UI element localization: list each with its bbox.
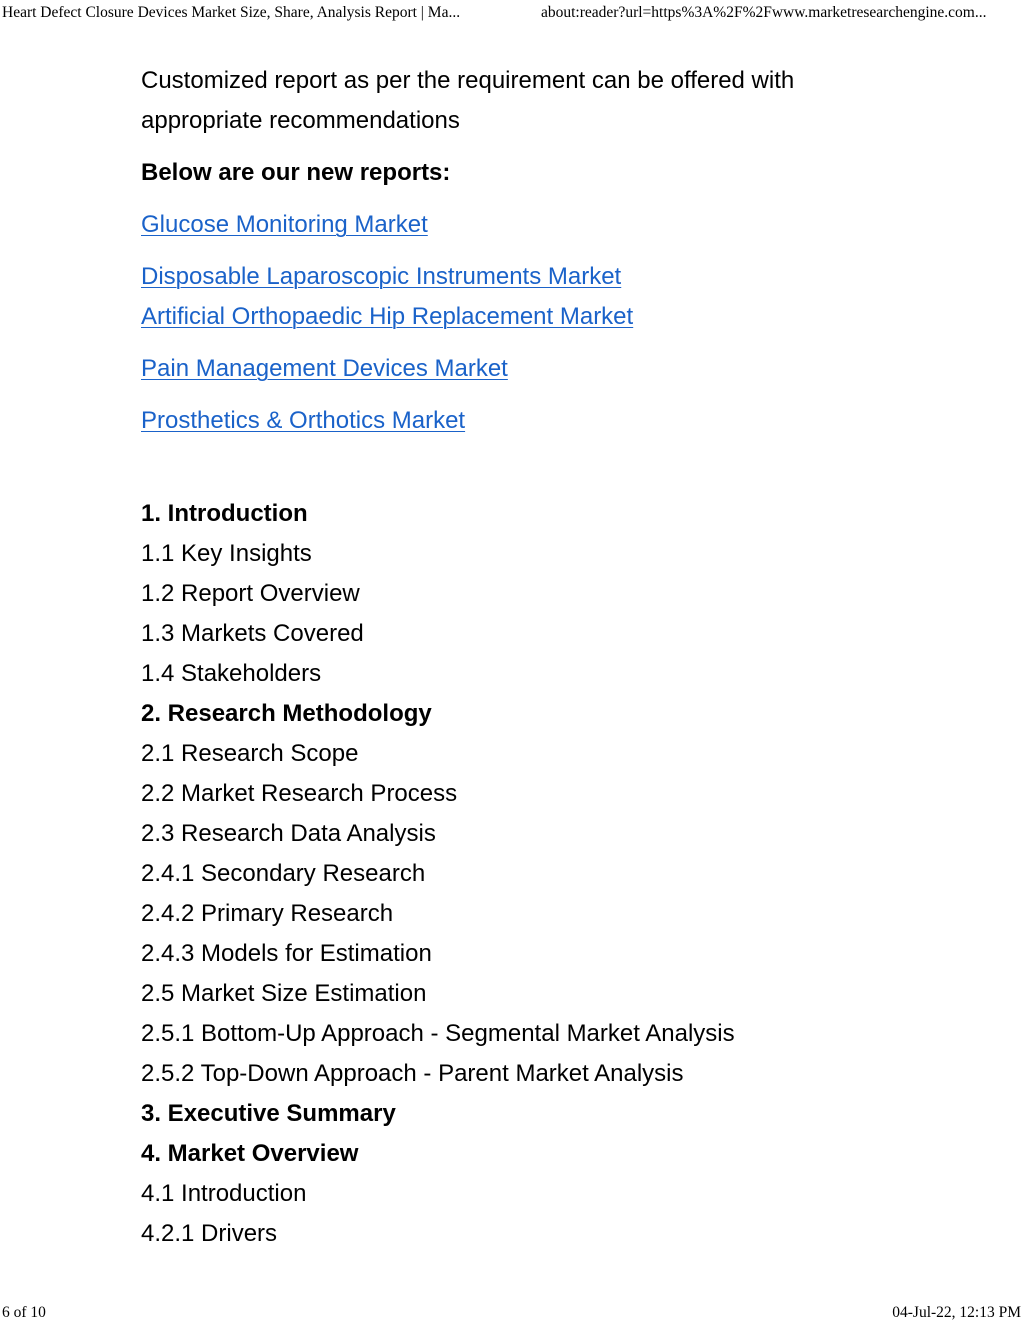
report-link-disposable-laparoscopic[interactable]: Disposable Laparoscopic Instruments Market [141,263,622,290]
report-link-pain-management[interactable]: Pain Management Devices Market [141,355,508,382]
toc-item: 2. Research Methodology [141,700,432,727]
toc-item: 4.1 Introduction [141,1180,307,1207]
toc-item: 1.3 Markets Covered [141,620,364,647]
customized-report-text: Customized report as per the requirement can be offered with appropriate recommendations [141,67,795,134]
toc-item: 1. Introduction [141,500,308,527]
spacer [141,245,881,257]
page-title: Heart Defect Closure Devices Market Size, Share, Analysis Report | Ma... [2,4,461,21]
toc-item: 2.3 Research Data Analysis [141,820,436,847]
report-link-hip-replacement[interactable]: Artificial Orthopaedic Hip Replacement Market [141,303,634,330]
toc-item: 2.2 Market Research Process [141,780,458,807]
toc-item: 1.1 Key Insights [141,540,312,567]
report-link-prosthetics-orthotics[interactable]: Prosthetics & Orthotics Market [141,407,466,434]
toc-item: 2.1 Research Scope [141,740,359,767]
print-footer [0,1302,1024,1324]
table-of-contents [141,494,881,1254]
toc-item: 2.4.1 Secondary Research [141,860,426,887]
toc-item: 4.2.1 Drivers [141,1220,278,1247]
toc-item: 4. Market Overview [141,1140,359,1167]
print-header [0,0,1024,30]
spacer [141,441,881,494]
spacer [141,193,881,205]
toc-item: 1.4 Stakeholders [141,660,322,687]
new-reports-heading: Below are our new reports: [141,159,451,186]
toc-item: 2.4.2 Primary Research [141,900,394,927]
toc-item: 2.5.1 Bottom-Up Approach - Segmental Market Analysis [141,1020,735,1047]
toc-item: 3. Executive Summary [141,1100,396,1127]
reader-content [141,61,881,1254]
spacer [141,337,881,349]
toc-item: 2.4.3 Models for Estimation [141,940,432,967]
toc-item: 1.2 Report Overview [141,580,360,607]
spacer [141,389,881,401]
report-link-glucose-monitoring[interactable]: Glucose Monitoring Market [141,211,428,238]
toc-item: 2.5.2 Top-Down Approach - Parent Market Analysis [141,1060,684,1087]
page-indicator: 6 of 10 [2,1304,46,1321]
spacer [141,141,881,153]
print-timestamp: 04-Jul-22, 12:13 PM [892,1304,1021,1321]
toc-item: 2.5 Market Size Estimation [141,980,427,1007]
page-url: about:reader?url=https%3A%2F%2Fwww.marketresearchengine.com... [541,4,987,21]
